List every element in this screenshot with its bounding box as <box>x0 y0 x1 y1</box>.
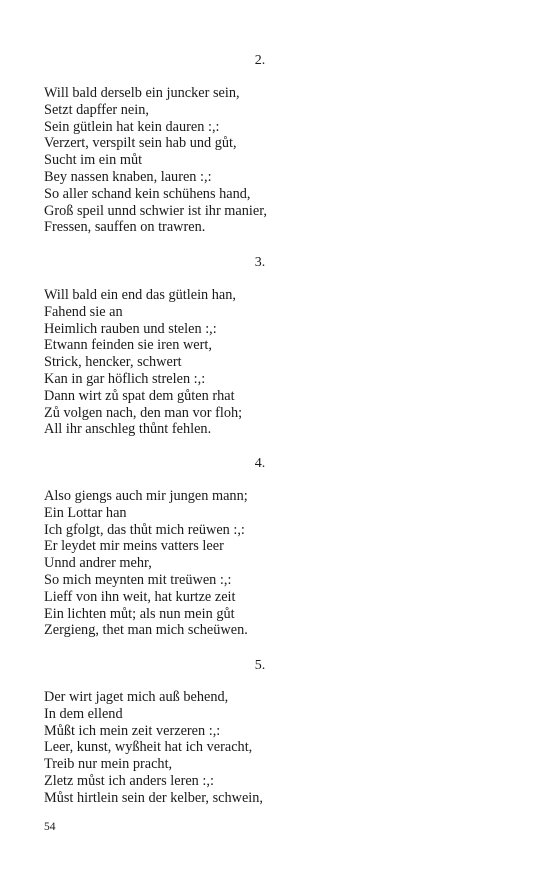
verse-line: Der wirt jaget mich auß behend, <box>44 689 229 705</box>
verse-line: Fahend sie an <box>44 303 123 320</box>
stanza-number: 4. <box>254 456 266 471</box>
stanza-number: 5. <box>254 658 266 673</box>
verse-line: Unnd andrer mehr, <box>44 555 152 572</box>
verse-line: Treib nur mein pracht, <box>44 756 173 773</box>
verse-line: Ein lichten můt; als nun mein gůt <box>44 605 235 622</box>
verse-line: Ein Lottar han <box>44 504 127 521</box>
verse-line: Dann wirt zů spat dem gůten rhat <box>44 387 235 404</box>
verse-line: Er leydet mir meins vatters leer <box>44 538 224 555</box>
verse-line: Setzt dapffer nein, <box>44 101 149 118</box>
verse-line: All ihr anschleg thůnt fehlen. <box>44 421 212 438</box>
verse-line: Strick, hencker, schwert <box>44 354 182 371</box>
verse-line: Bey nassen knaben, lauren :,: <box>44 168 212 185</box>
verse-line: Zů volgen nach, den man vor floh; <box>44 404 243 421</box>
stanza-3 <box>44 287 484 438</box>
stanza-4 <box>44 488 484 639</box>
verse-line: Sucht im ein můt <box>44 152 143 169</box>
verse-line: Sein gütlein hat kein dauren :,: <box>44 118 220 135</box>
verse-line: Verzert, verspilt sein hab und gůt, <box>44 135 237 152</box>
verse-line: Groß speil unnd schwier ist ihr manier, <box>44 202 267 219</box>
page-number: 54 <box>44 821 56 833</box>
verse-line: So aller schand kein schühens hand, <box>44 185 251 202</box>
verse-line: Etwann feinden sie iren wert, <box>44 337 212 354</box>
stanza-number: 3. <box>254 255 266 270</box>
verse-line: So mich meynten mit treüwen :,: <box>44 571 232 588</box>
verse-line: Will bald derselb ein juncker sein, <box>44 85 240 101</box>
verse-line: Zletz můst ich anders leren :,: <box>44 772 214 789</box>
verse-line: Fressen, sauffen on trawren. <box>44 219 206 236</box>
verse-line: Zergieng, thet man mich scheüwen. <box>44 622 248 639</box>
stanza-2 <box>44 85 484 236</box>
verse-line: Also giengs auch mir jungen mann; <box>44 488 248 504</box>
verse-line: Ich gfolgt, das thůt mich reüwen :,: <box>44 521 245 538</box>
verse-line: Kan in gar höflich strelen :,: <box>44 370 206 387</box>
verse-line: Lieff von ihn weit, hat kurtze zeit <box>44 588 236 605</box>
verse-line: Will bald ein end das gütlein han, <box>44 287 236 303</box>
verse-line: Můst hirtlein sein der kelber, schwein, <box>44 789 263 806</box>
verse-line: In dem ellend <box>44 705 123 722</box>
verse-line: Heimlich rauben und stelen :,: <box>44 320 217 337</box>
verse-line: Můßt ich mein zeit verzeren :,: <box>44 722 221 739</box>
stanza-number: 2. <box>254 53 266 68</box>
verse-line: Leer, kunst, wyßheit hat ich veracht, <box>44 739 253 756</box>
stanza-5 <box>44 689 484 807</box>
